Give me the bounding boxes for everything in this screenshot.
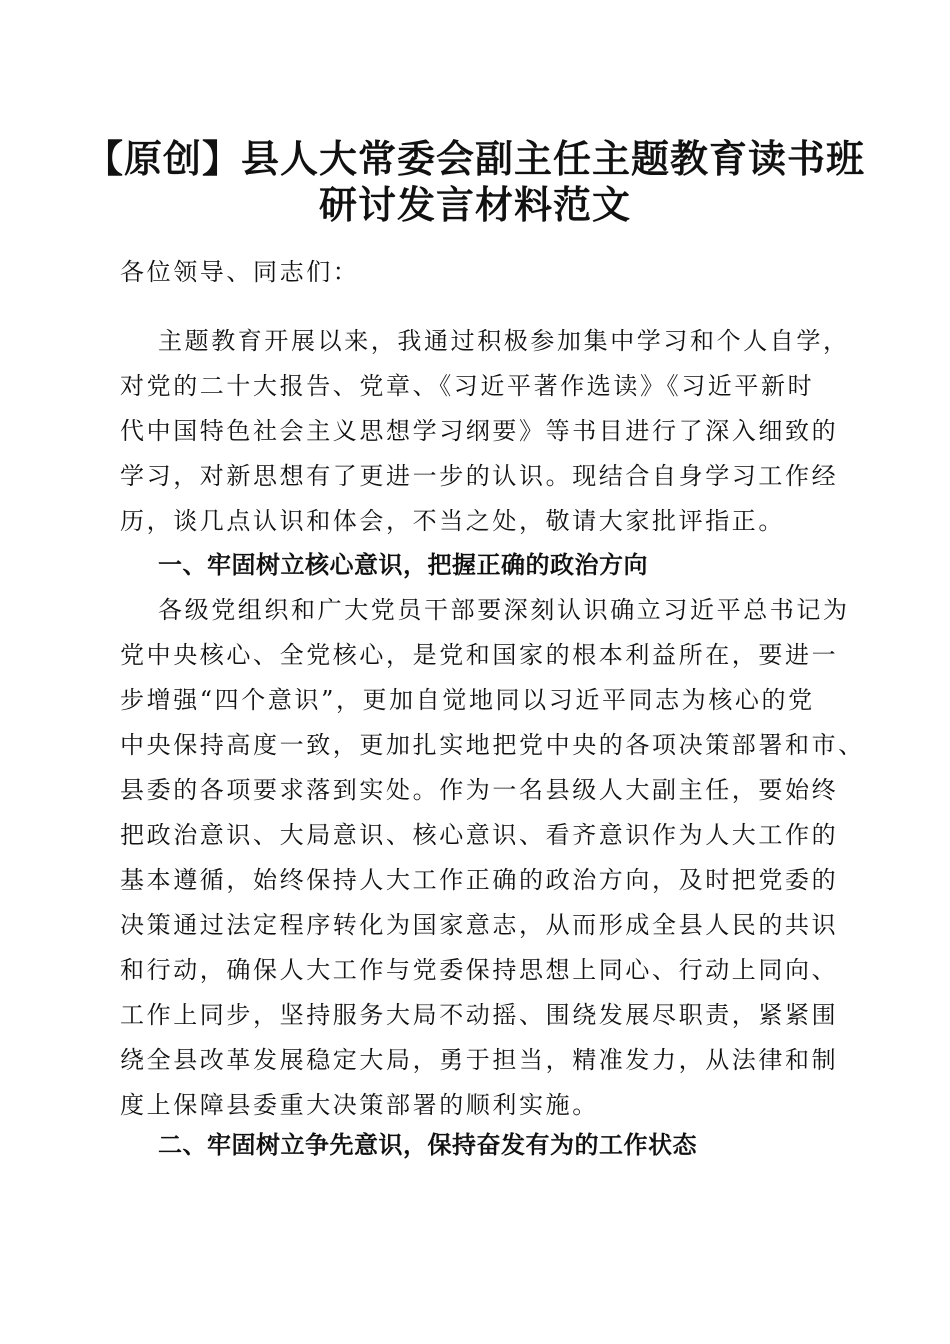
section-1-line: 基本遵循，始终保持人大工作正确的政治方向，及时把党委的 <box>120 866 839 894</box>
intro-line: 学习，对新思想有了更进一步的认识。现结合自身学习工作经 <box>120 462 839 490</box>
section-1-line: 度上保障县委重大决策部署的顺利实施。 <box>120 1091 599 1119</box>
section-1-line: 步增强“四个意识”，更加自觉地同以习近平同志为核心的党 <box>120 686 815 714</box>
section-2-heading: 二、牢固树立争先意识，保持奋发有为的工作状态 <box>158 1131 697 1159</box>
intro-line: 对党的二十大报告、党章、《习近平著作选读》《习近平新时 <box>120 372 815 400</box>
section-1-heading: 一、牢固树立核心意识，把握正确的政治方向 <box>158 551 648 579</box>
document-title-line-1: 【原创】县人大常委会副主任主题教育读书班 <box>84 136 865 181</box>
intro-line: 代中国特色社会主义思想学习纲要》等书目进行了深入细致的 <box>120 417 839 445</box>
intro-line: 主题教育开展以来，我通过积极参加集中学习和个人自学， <box>158 327 850 355</box>
salutation: 各位领导、同志们： <box>120 258 360 286</box>
section-1-line: 把政治意识、大局意识、核心意识、看齐意识作为人大工作的 <box>120 821 839 849</box>
section-1-line: 绕全县改革发展稳定大局，勇于担当，精准发力，从法律和制 <box>120 1046 839 1074</box>
section-1-line: 各级党组织和广大党员干部要深刻认识确立习近平总书记为 <box>158 596 850 624</box>
document-title-line-2: 研讨发言材料范文 <box>318 182 631 227</box>
intro-line: 历，谈几点认识和体会，不当之处，敬请大家批评指正。 <box>120 507 785 535</box>
section-1-line: 决策通过法定程序转化为国家意志，从而形成全县人民的共识 <box>120 911 839 939</box>
section-1-line: 工作上同步，坚持服务大局不动摇、围绕发展尽职责，紧紧围 <box>120 1001 839 1029</box>
section-1-line: 县委的各项要求落到实处。作为一名县级人大副主任，要始终 <box>120 776 839 804</box>
section-1-line: 中央保持高度一致，更加扎实地把党中央的各项决策部署和市、 <box>120 731 865 759</box>
section-1-line: 和行动，确保人大工作与党委保持思想上同心、行动上同向、 <box>120 956 839 984</box>
section-1-line: 党中央核心、全党核心，是党和国家的根本利益所在，要进一 <box>120 641 839 669</box>
